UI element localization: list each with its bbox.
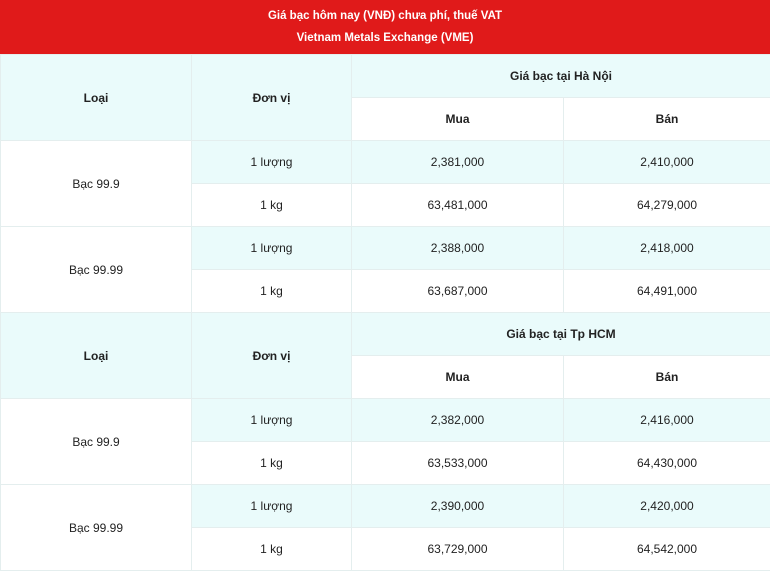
buy-price-cell: 63,687,000 xyxy=(352,270,564,313)
buy-price-cell: 63,729,000 xyxy=(352,528,564,571)
header-banner xyxy=(0,0,770,54)
sell-price-cell: 2,418,000 xyxy=(564,227,770,270)
buy-price-cell: 63,533,000 xyxy=(352,442,564,485)
col-header-type: Loại xyxy=(1,55,192,141)
unit-cell: 1 lượng xyxy=(192,141,352,184)
sell-price-cell: 64,542,000 xyxy=(564,528,770,571)
col-header-buy: Mua xyxy=(352,98,564,141)
silver-type-cell: Bạc 99.99 xyxy=(1,485,192,571)
section-title: Giá bạc tại Hà Nội xyxy=(352,55,770,98)
unit-cell: 1 kg xyxy=(192,184,352,227)
col-header-sell: Bán xyxy=(564,356,770,399)
sell-price-cell: 64,279,000 xyxy=(564,184,770,227)
col-header-type: Loại xyxy=(1,313,192,399)
col-header-unit: Đơn vị xyxy=(192,55,352,141)
buy-price-cell: 63,481,000 xyxy=(352,184,564,227)
sell-price-cell: 2,416,000 xyxy=(564,399,770,442)
section-title: Giá bạc tại Tp HCM xyxy=(352,313,770,356)
sell-price-cell: 2,420,000 xyxy=(564,485,770,528)
silver-price-table xyxy=(0,54,770,571)
table-row xyxy=(1,141,770,184)
buy-price-cell: 2,388,000 xyxy=(352,227,564,270)
header-subtitle: Vietnam Metals Exchange (VME) xyxy=(296,32,474,44)
table-row xyxy=(1,399,770,442)
table-row xyxy=(1,485,770,528)
section-header-row xyxy=(1,313,770,356)
col-header-buy: Mua xyxy=(352,356,564,399)
buy-price-cell: 2,382,000 xyxy=(352,399,564,442)
silver-type-cell: Bạc 99.9 xyxy=(1,141,192,227)
col-header-sell: Bán xyxy=(564,98,770,141)
header-title: Giá bạc hôm nay (VNĐ) chưa phí, thuế VAT xyxy=(267,10,503,22)
unit-cell: 1 lượng xyxy=(192,485,352,528)
unit-cell: 1 lượng xyxy=(192,227,352,270)
sell-price-cell: 64,430,000 xyxy=(564,442,770,485)
silver-type-cell: Bạc 99.9 xyxy=(1,399,192,485)
unit-cell: 1 kg xyxy=(192,270,352,313)
unit-cell: 1 kg xyxy=(192,442,352,485)
sell-price-cell: 64,491,000 xyxy=(564,270,770,313)
buy-price-cell: 2,381,000 xyxy=(352,141,564,184)
col-header-unit: Đơn vị xyxy=(192,313,352,399)
section-header-row xyxy=(1,55,770,98)
sell-price-cell: 2,410,000 xyxy=(564,141,770,184)
unit-cell: 1 kg xyxy=(192,528,352,571)
silver-type-cell: Bạc 99.99 xyxy=(1,227,192,313)
buy-price-cell: 2,390,000 xyxy=(352,485,564,528)
table-row xyxy=(1,227,770,270)
unit-cell: 1 lượng xyxy=(192,399,352,442)
